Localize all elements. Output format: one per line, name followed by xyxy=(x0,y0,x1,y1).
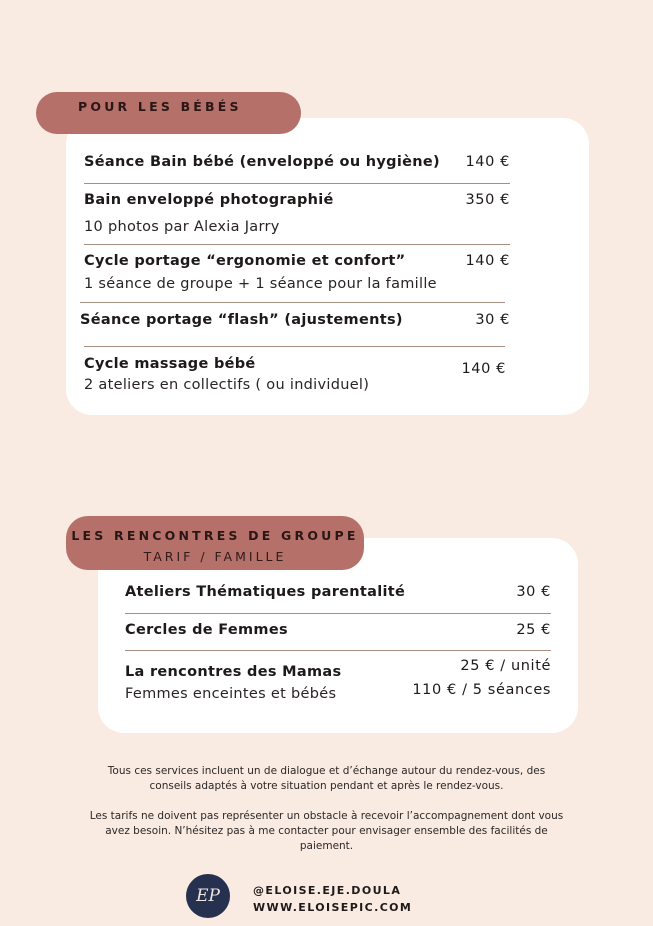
item-price: 25 € / unité xyxy=(460,658,551,674)
footer-paragraph-tarifs xyxy=(20,809,633,854)
item-name: Bain enveloppé photographié xyxy=(84,192,334,208)
item-price: 25 € xyxy=(516,622,551,638)
item-price: 140 € xyxy=(465,253,510,269)
item-name: Cycle massage bébé xyxy=(84,356,256,372)
item-description: 1 séance de groupe + 1 séance pour la famille xyxy=(84,276,437,292)
item-description: 10 photos par Alexia Jarry xyxy=(84,219,280,235)
item-price: 140 € xyxy=(461,361,506,377)
ep-logo xyxy=(186,874,230,918)
divider xyxy=(125,613,551,614)
footer-line: paiement. xyxy=(299,840,354,852)
footer-line: Tous ces services incluent un de dialogue et d’échange autour du rendez-vous, des xyxy=(107,765,546,777)
item-name: Ateliers Thématiques parentalité xyxy=(125,584,406,600)
footer-line: conseils adaptés à votre situation pendant et après le rendez-vous. xyxy=(149,780,504,792)
website-link[interactable]: WWW.ELOISEPIC.COM xyxy=(253,901,413,914)
group-section-header xyxy=(66,516,364,570)
item-price-secondary: 110 € / 5 séances xyxy=(412,682,551,698)
footer-paragraph-services xyxy=(20,764,633,794)
group-section-subtitle: TARIF / FAMILLE xyxy=(143,549,287,564)
footer-line: Les tarifs ne doivent pas représenter un obstacle à recevoir l’accompagnement dont vous xyxy=(89,810,564,822)
divider xyxy=(84,346,505,347)
item-name: Séance portage “flash” (ajustements) xyxy=(80,312,403,328)
item-name: La rencontres des Mamas xyxy=(125,664,342,680)
babies-section-header xyxy=(36,92,301,134)
divider xyxy=(84,183,510,184)
item-price: 30 € xyxy=(475,312,510,328)
item-name: Cercles de Femmes xyxy=(125,622,288,638)
item-name: Séance Bain bébé (enveloppé ou hygiène) xyxy=(84,154,440,170)
babies-section-title: POUR LES BÉBÉS xyxy=(78,99,242,114)
item-price: 30 € xyxy=(516,584,551,600)
divider xyxy=(125,650,551,651)
item-name: Cycle portage “ergonomie et confort” xyxy=(84,253,406,269)
item-description: Femmes enceintes et bébés xyxy=(125,686,337,702)
item-description: 2 ateliers en collectifs ( ou individuel) xyxy=(84,377,370,393)
group-section-title: LES RENCONTRES DE GROUPE xyxy=(71,528,359,543)
item-price: 350 € xyxy=(465,192,510,208)
footer-line: avez besoin. N’hésitez pas à me contacter pour envisager ensemble des facilités de xyxy=(105,825,548,837)
instagram-handle[interactable]: @ELOISE.EJE.DOULA xyxy=(253,884,402,897)
divider xyxy=(80,302,505,303)
divider xyxy=(84,244,510,245)
logo-monogram: EP xyxy=(196,886,220,906)
item-price: 140 € xyxy=(465,154,510,170)
